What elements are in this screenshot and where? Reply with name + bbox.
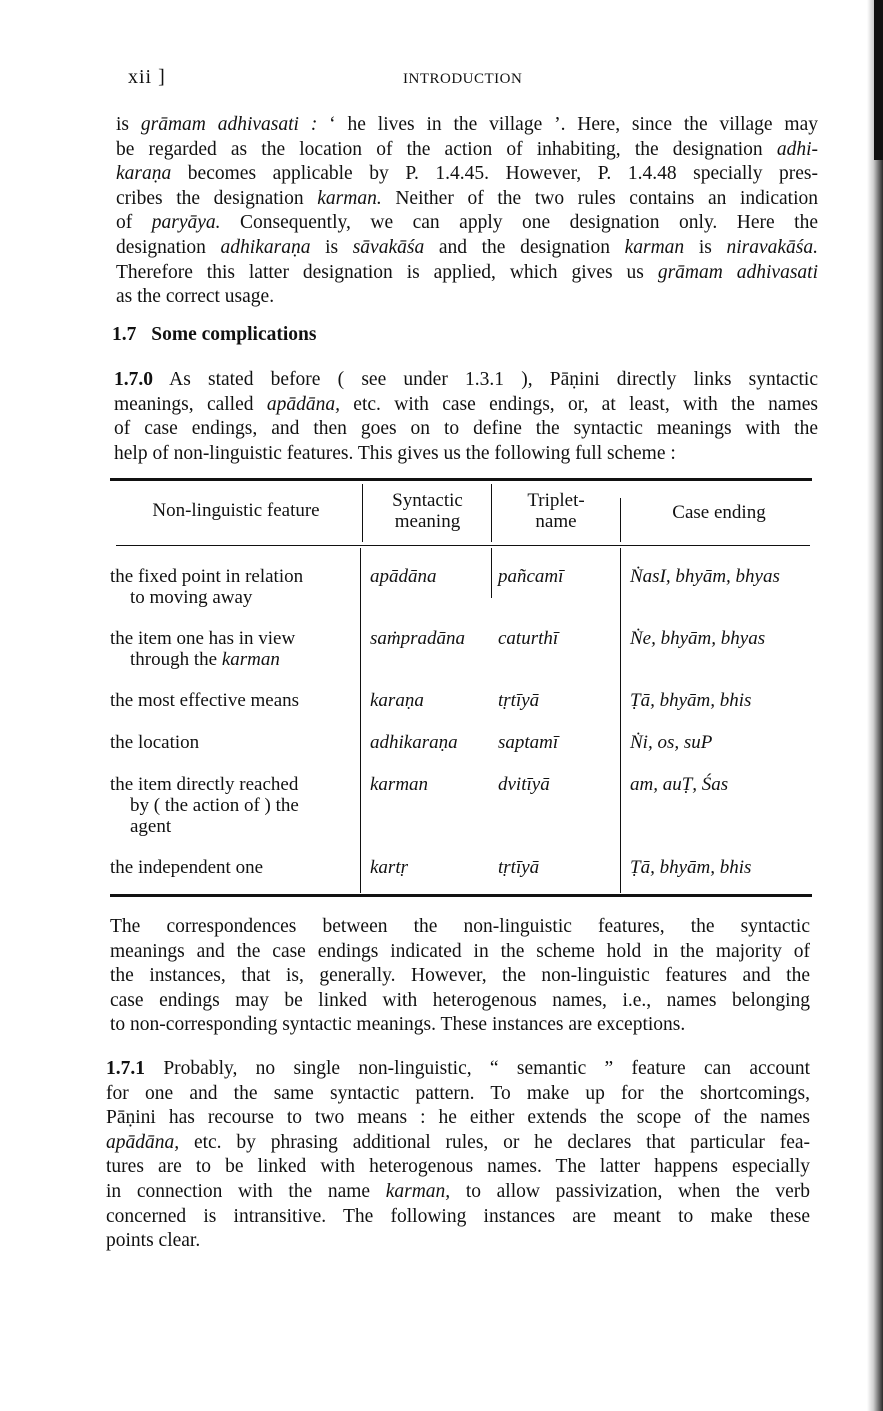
italic-term: karman. (317, 187, 382, 209)
cell-triplet (498, 628, 558, 649)
cell-feature (110, 857, 263, 878)
page-header (118, 66, 818, 96)
cell-feature (110, 774, 299, 837)
cell-meaning-text: adhikaraṇa (370, 732, 458, 753)
running-head: INTRODUCTION (403, 71, 523, 87)
cell-triplet-text: dvitīyā (498, 774, 550, 795)
text-line: cribes the designation karman. Neither of the two rules contains an indication (116, 187, 818, 209)
cell-meaning (370, 857, 408, 878)
section-title: Some complications (151, 324, 317, 345)
paragraph-4 (106, 1057, 810, 1254)
italic-term: apādāna, (106, 1131, 180, 1153)
header-meaning (365, 490, 490, 532)
text-line: tures are to be linked with heterogenous names. The latter happens especially (106, 1156, 810, 1178)
text-line: The correspondences between the non-linguistic features, the syntactic (110, 916, 810, 937)
cell-meaning-text: karaṇa (370, 690, 424, 711)
italic-term: grāmam adhivasati : (140, 114, 318, 135)
text-line: help of non-linguistic features. This gives us the following full scheme : (114, 442, 676, 464)
text-line: for one and the same syntactic pattern. To make up for the shortcomings, (106, 1082, 810, 1104)
cell-feature (110, 690, 299, 711)
cell-feature (110, 628, 295, 670)
text-line: meanings, called apādāna, etc. with case endings, or, at least, with the names (114, 393, 819, 415)
cell-meaning (370, 690, 424, 711)
cell-meaning-text: apādāna (370, 566, 437, 587)
cell-ending (630, 732, 712, 753)
header-ending: Case ending (672, 502, 766, 523)
text-line: meanings and the case endings indicated in the scheme hold in the majority of (110, 940, 810, 962)
cell-ending (630, 566, 780, 587)
text-line: apādāna, etc. by phrasing additional rules, or he declares that particular fea- (106, 1131, 810, 1153)
text-line: 1.7.0 As stated before ( see under 1.3.1 ), Pāṇini directly links syntactic (114, 369, 818, 390)
paragraph-number: 1.7.0 (114, 369, 153, 390)
cell-triplet-text: caturthī (498, 628, 559, 649)
cell-triplet (498, 774, 550, 795)
cell-meaning (370, 628, 465, 649)
italic-term: karman (624, 236, 685, 258)
paragraph-2 (114, 368, 818, 466)
column-divider-3 (620, 548, 621, 893)
paragraph-1 (116, 113, 818, 310)
italic-term: paryāya. (151, 212, 221, 234)
text-line: concerned is intransitive. The following instances are meant to make these (106, 1205, 810, 1227)
header-meaning-line1: Syntactic (392, 490, 463, 511)
feature-line: to moving away (130, 587, 253, 608)
text-line: points clear. (106, 1230, 201, 1252)
cell-ending (630, 857, 751, 878)
header-feature: Non-linguistic feature (152, 500, 320, 521)
feature-line: the independent one (110, 857, 264, 878)
cell-ending (630, 774, 728, 795)
italic-term: grāmam adhivasati (657, 261, 818, 283)
page-edge-dark (874, 0, 883, 160)
text-line: is grāmam adhivasati : ‘ he lives in the village ’. Here, since the village may (116, 114, 819, 135)
text-line: Therefore this latter designation is applied, which gives us grāmam adhivasati (116, 261, 818, 283)
feature-line: by ( the action of ) the (130, 795, 299, 816)
text-line: of case endings, and then goes on to define the syntactic meanings with the (114, 418, 818, 440)
header-triplet (494, 490, 618, 532)
feature-line: through the karman (130, 649, 280, 670)
italic-term: sāvakāśa (352, 236, 425, 258)
cell-ending-text: Ṅi, os, suP (630, 732, 713, 753)
cell-feature (110, 732, 199, 753)
cell-meaning-text: karman (370, 774, 429, 795)
feature-line: the fixed point in relation (110, 566, 304, 587)
cell-ending (630, 628, 765, 649)
header-divider-3 (620, 498, 621, 542)
text-line: as the correct usage. (116, 286, 275, 308)
cell-ending-text: ṄasI, bhyām, bhyas (630, 566, 780, 587)
text-line: to non-corresponding syntactic meanings. These instances are exceptions. (110, 1014, 686, 1036)
cell-ending-text: Ṅe, bhyām, bhyas (630, 628, 766, 649)
cell-ending-text: Ṭā, bhyām, bhis (630, 857, 752, 878)
cell-meaning (370, 566, 437, 587)
cell-feature (110, 566, 303, 608)
feature-line: agent (130, 816, 172, 837)
cell-triplet (498, 690, 539, 711)
header-triplet-line1: Triplet- (527, 490, 585, 511)
cell-meaning-text: kartṛ (370, 857, 408, 878)
cell-ending-text: Ṭā, bhyām, bhis (630, 690, 752, 711)
cell-triplet-text: saptamī (498, 732, 559, 753)
column-divider-2 (491, 548, 492, 598)
text-line: Pāṇini has recourse to two means : he either extends the scope of the names (106, 1107, 810, 1129)
text-line: 1.7.1 Probably, no single non-linguistic, “ semantic ” feature can account (106, 1058, 810, 1079)
cell-triplet (498, 857, 539, 878)
paragraph-3 (110, 915, 810, 1038)
feature-line: the item one has in view (110, 628, 296, 649)
italic-term: karman (221, 649, 280, 670)
italic-term: niravakāśa. (726, 236, 818, 258)
header-triplet-line2: name (535, 511, 577, 532)
column-divider-1 (360, 548, 361, 893)
text-line: the instances, that is, generally. However, the non-linguistic features and the (110, 965, 810, 987)
text-line: designation adhikaraṇa is sāvakāśa and the designation karman is niravakāśa. (116, 236, 818, 258)
table-top-rule (110, 478, 812, 481)
section-heading (112, 324, 316, 346)
italic-term: adhikaraṇa (220, 236, 311, 258)
italic-term: apādāna, (266, 393, 340, 415)
text-line: in connection with the name karman, to allow passivization, when the verb (106, 1180, 810, 1202)
header-meaning-line2: meaning (394, 511, 461, 532)
page-edge-shadow (867, 0, 883, 1411)
page-number: xii ] (128, 66, 166, 88)
header-divider-2 (491, 484, 492, 542)
section-number: 1.7 (112, 324, 137, 345)
table-bottom-rule (110, 894, 812, 897)
cell-triplet-text: tṛtīyā (498, 857, 540, 878)
text-line: of paryāya. Consequently, we can apply one designation only. Here the (116, 212, 819, 234)
text-line: be regarded as the location of the action of inhabiting, the designation adhi- (116, 138, 818, 160)
paragraph-number: 1.7.1 (106, 1058, 145, 1079)
feature-line: the location (110, 732, 200, 753)
text-line: case endings may be linked with heterogenous names, i.e., names belonging (110, 989, 810, 1011)
cell-ending (630, 690, 751, 711)
cell-triplet-text: pañcamī (498, 566, 564, 587)
cell-triplet-text: tṛtīyā (498, 690, 540, 711)
text-line: karaṇa becomes applicable by P. 1.4.45. However, P. 1.4.48 specially pres- (116, 163, 818, 185)
cell-meaning-text: saṁpradāna (370, 628, 466, 649)
cell-meaning (370, 732, 458, 753)
cell-meaning (370, 774, 428, 795)
feature-line: the most effective means (110, 690, 300, 711)
feature-line: the item directly reached (110, 774, 299, 795)
header-divider-1 (362, 484, 363, 542)
italic-term: karman, (385, 1180, 451, 1202)
cell-triplet (498, 566, 563, 587)
italic-term: karaṇa (116, 163, 172, 185)
italic-term: adhi- (776, 138, 818, 160)
table-header-rule (116, 545, 810, 546)
cell-triplet (498, 732, 558, 753)
cell-ending-text: am, auṬ, Śas (630, 774, 729, 795)
